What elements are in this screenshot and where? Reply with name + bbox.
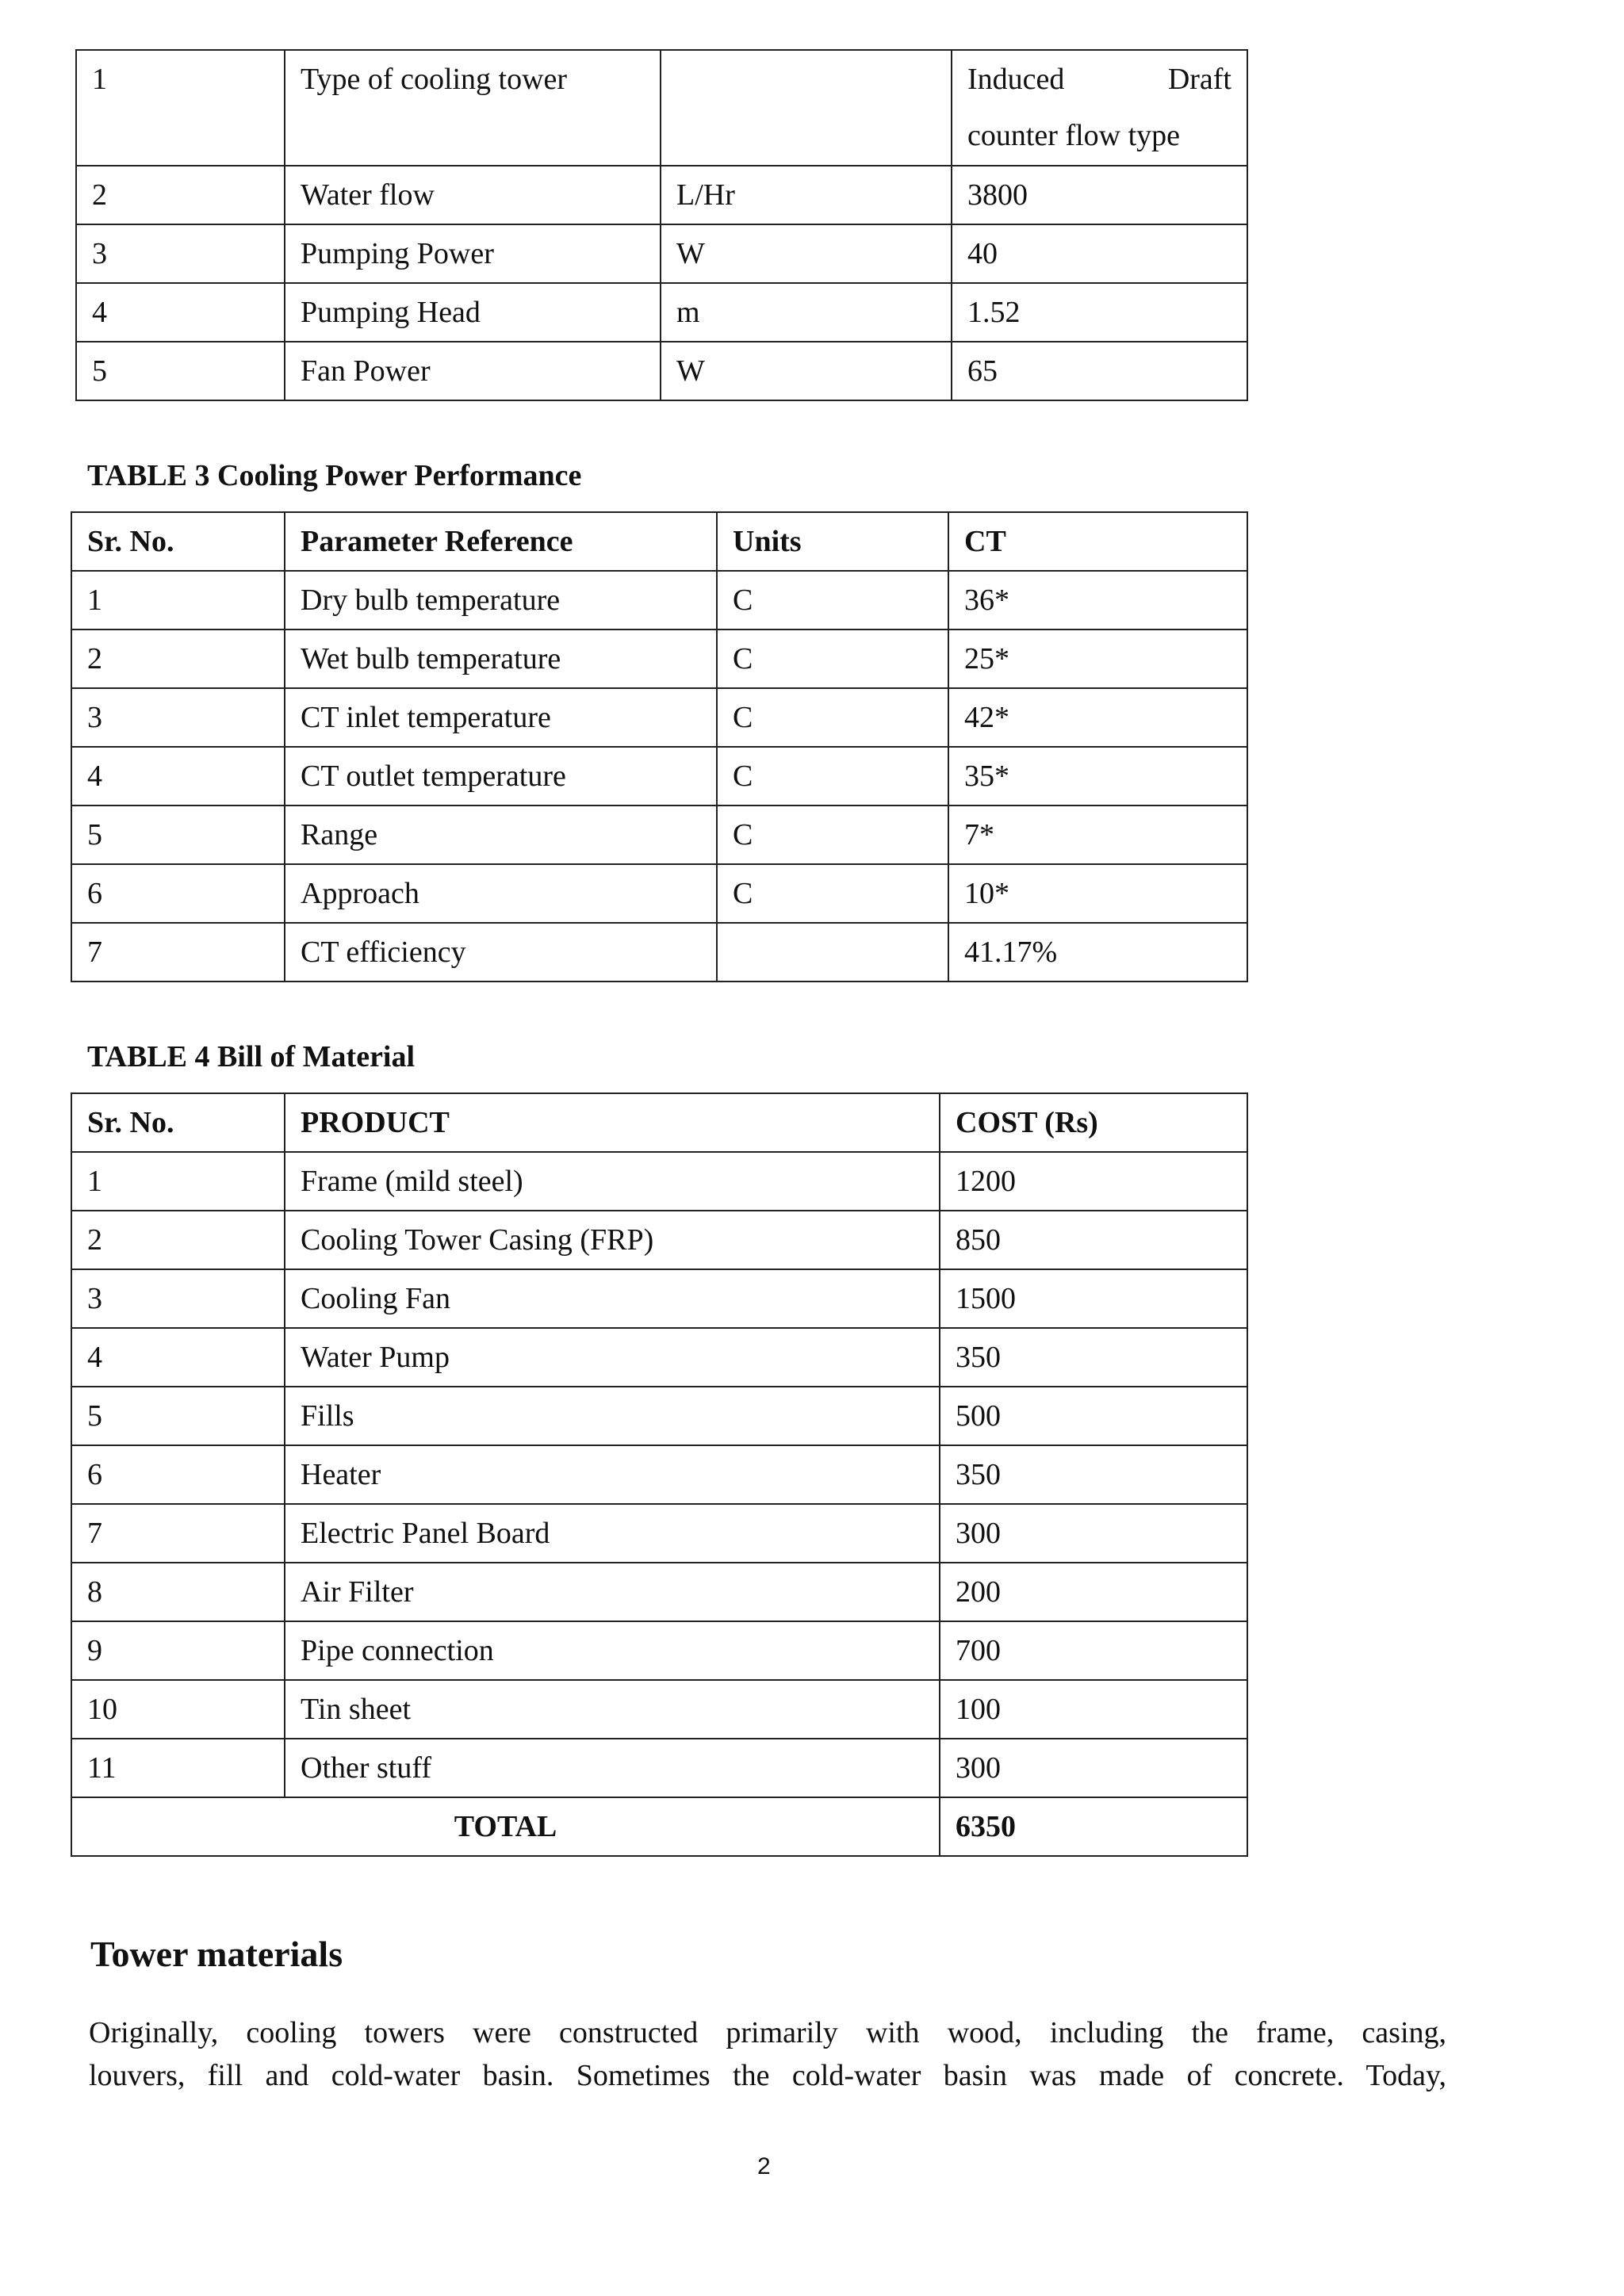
- cell-product: Fills: [285, 1387, 940, 1445]
- table-row: [71, 1387, 1247, 1445]
- cell-param: CT efficiency: [285, 923, 717, 982]
- cell-param: Dry bulb temperature: [285, 571, 717, 629]
- cell-product: Heater: [285, 1445, 940, 1504]
- cell-no: 8: [71, 1563, 285, 1621]
- cell-value: 42*: [948, 688, 1247, 747]
- cell-product: Tin sheet: [285, 1680, 940, 1739]
- cell-no: 3: [71, 688, 285, 747]
- cell-unit: C: [717, 806, 948, 864]
- cell-no: 2: [71, 629, 285, 688]
- header-product: PRODUCT: [285, 1093, 940, 1152]
- table-row: [71, 1269, 1247, 1328]
- cell-cost: 1200: [940, 1152, 1247, 1211]
- value-word-right: Draft: [1167, 63, 1231, 96]
- cell-product: Cooling Fan: [285, 1269, 940, 1328]
- cell-value: 3800: [952, 166, 1247, 224]
- cell-no: 3: [71, 1269, 285, 1328]
- table-row: [76, 342, 1247, 400]
- paragraph-line-1: Originally, cooling towers were constructed primarily with wood, including the frame, casing,: [89, 2016, 1446, 2049]
- cell-product: Pipe connection: [285, 1621, 940, 1680]
- bill-of-material-table: [71, 1093, 1248, 1857]
- cell-product: Electric Panel Board: [285, 1504, 940, 1563]
- cell-value: 1.52: [952, 283, 1247, 342]
- cell-no: 9: [71, 1621, 285, 1680]
- value-line-2: counter flow type: [967, 119, 1181, 152]
- cell-cost: 1500: [940, 1269, 1247, 1328]
- cell-cost: 200: [940, 1563, 1247, 1621]
- cell-param: CT outlet temperature: [285, 747, 717, 806]
- cell-param: CT inlet temperature: [285, 688, 717, 747]
- cell-param: Pumping Power: [285, 224, 661, 283]
- cell-product: Cooling Tower Casing (FRP): [285, 1211, 940, 1269]
- header-cost: COST (Rs): [940, 1093, 1247, 1152]
- cell-no: 6: [71, 864, 285, 923]
- paragraph-line-2: louvers, fill and cold-water basin. Sometimes the cold-water basin was made of concrete. Today,: [89, 2059, 1446, 2092]
- cell-cost: 100: [940, 1680, 1247, 1739]
- cell-no: 1: [76, 50, 285, 166]
- header-sr-no: Sr. No.: [71, 1093, 285, 1152]
- cell-param: Approach: [285, 864, 717, 923]
- table-row: [71, 1152, 1247, 1211]
- cell-cost: 300: [940, 1739, 1247, 1797]
- cell-value: 65: [952, 342, 1247, 400]
- cell-param: Range: [285, 806, 717, 864]
- table-row: [71, 1211, 1247, 1269]
- cell-unit: m: [661, 283, 952, 342]
- cell-cost: 350: [940, 1328, 1247, 1387]
- header-ct: CT: [948, 512, 1247, 571]
- cell-no: 3: [76, 224, 285, 283]
- cell-cost: 500: [940, 1387, 1247, 1445]
- cell-param: Pumping Head: [285, 283, 661, 342]
- cell-no: 1: [71, 1152, 285, 1211]
- cell-value: 7*: [948, 806, 1247, 864]
- table-row: [76, 166, 1247, 224]
- table-row: [71, 1680, 1247, 1739]
- cell-value: 10*: [948, 864, 1247, 923]
- cell-no: 11: [71, 1739, 285, 1797]
- cell-product: Other stuff: [285, 1739, 940, 1797]
- cell-cost: 850: [940, 1211, 1247, 1269]
- cell-unit: C: [717, 747, 948, 806]
- cell-unit: [717, 923, 948, 982]
- header-parameter: Parameter Reference: [285, 512, 717, 571]
- total-value: 6350: [940, 1797, 1247, 1856]
- cell-no: 7: [71, 1504, 285, 1563]
- table-row: [71, 1563, 1247, 1621]
- cell-no: 5: [71, 806, 285, 864]
- table4-caption: TABLE 4 Bill of Material: [87, 1040, 416, 1073]
- cell-value: 41.17%: [948, 923, 1247, 982]
- table-row: [71, 688, 1247, 747]
- table-row: [71, 864, 1247, 923]
- cell-no: 1: [71, 571, 285, 629]
- header-units: Units: [717, 512, 948, 571]
- table-row: [76, 50, 1247, 166]
- cell-value: 36*: [948, 571, 1247, 629]
- cell-no: 4: [71, 747, 285, 806]
- cell-cost: 300: [940, 1504, 1247, 1563]
- cell-product: Frame (mild steel): [285, 1152, 940, 1211]
- cell-unit: W: [661, 342, 952, 400]
- cell-unit: W: [661, 224, 952, 283]
- cell-unit: C: [717, 571, 948, 629]
- cell-param: Wet bulb temperature: [285, 629, 717, 688]
- table-row: [71, 629, 1247, 688]
- cell-no: 2: [71, 1211, 285, 1269]
- cell-value: [952, 50, 1247, 166]
- table-row: [71, 1739, 1247, 1797]
- page-number: 2: [757, 2153, 771, 2179]
- cell-no: 10: [71, 1680, 285, 1739]
- cell-product: Air Filter: [285, 1563, 940, 1621]
- cell-no: 6: [71, 1445, 285, 1504]
- cell-cost: 700: [940, 1621, 1247, 1680]
- cell-no: 5: [71, 1387, 285, 1445]
- cell-product: Water Pump: [285, 1328, 940, 1387]
- cell-unit: L/Hr: [661, 166, 952, 224]
- cell-no: 4: [76, 283, 285, 342]
- table-row: [71, 1621, 1247, 1680]
- header-sr-no: Sr. No.: [71, 512, 285, 571]
- table-row: [76, 283, 1247, 342]
- section-paragraph: [89, 2011, 1446, 2097]
- cell-param: Water flow: [285, 166, 661, 224]
- cell-no: 2: [76, 166, 285, 224]
- table-row: [71, 806, 1247, 864]
- cell-unit: C: [717, 864, 948, 923]
- cell-param: Fan Power: [285, 342, 661, 400]
- table3-caption: TABLE 3 Cooling Power Performance: [87, 459, 582, 492]
- table-row: [76, 224, 1247, 283]
- cell-value: 35*: [948, 747, 1247, 806]
- total-row: [71, 1797, 1247, 1856]
- cell-unit: C: [717, 688, 948, 747]
- table-row: [71, 1504, 1247, 1563]
- total-label: TOTAL: [71, 1797, 940, 1856]
- cell-unit: [661, 50, 952, 166]
- table-row: [71, 1445, 1247, 1504]
- table-header-row: [71, 1093, 1247, 1152]
- value-word-left: Induced: [967, 63, 1065, 96]
- cell-no: 7: [71, 923, 285, 982]
- specs-table: [75, 49, 1248, 401]
- table-row: [71, 747, 1247, 806]
- cell-value: 40: [952, 224, 1247, 283]
- table-row: [71, 1328, 1247, 1387]
- table-row: [71, 571, 1247, 629]
- cooling-performance-table: [71, 511, 1248, 982]
- table-header-row: [71, 512, 1247, 571]
- cell-param: Type of cooling tower: [285, 50, 661, 166]
- cell-cost: 350: [940, 1445, 1247, 1504]
- cell-unit: C: [717, 629, 948, 688]
- cell-no: 5: [76, 342, 285, 400]
- cell-value: 25*: [948, 629, 1247, 688]
- section-heading: Tower materials: [90, 1934, 343, 1974]
- cell-no: 4: [71, 1328, 285, 1387]
- table-row: [71, 923, 1247, 982]
